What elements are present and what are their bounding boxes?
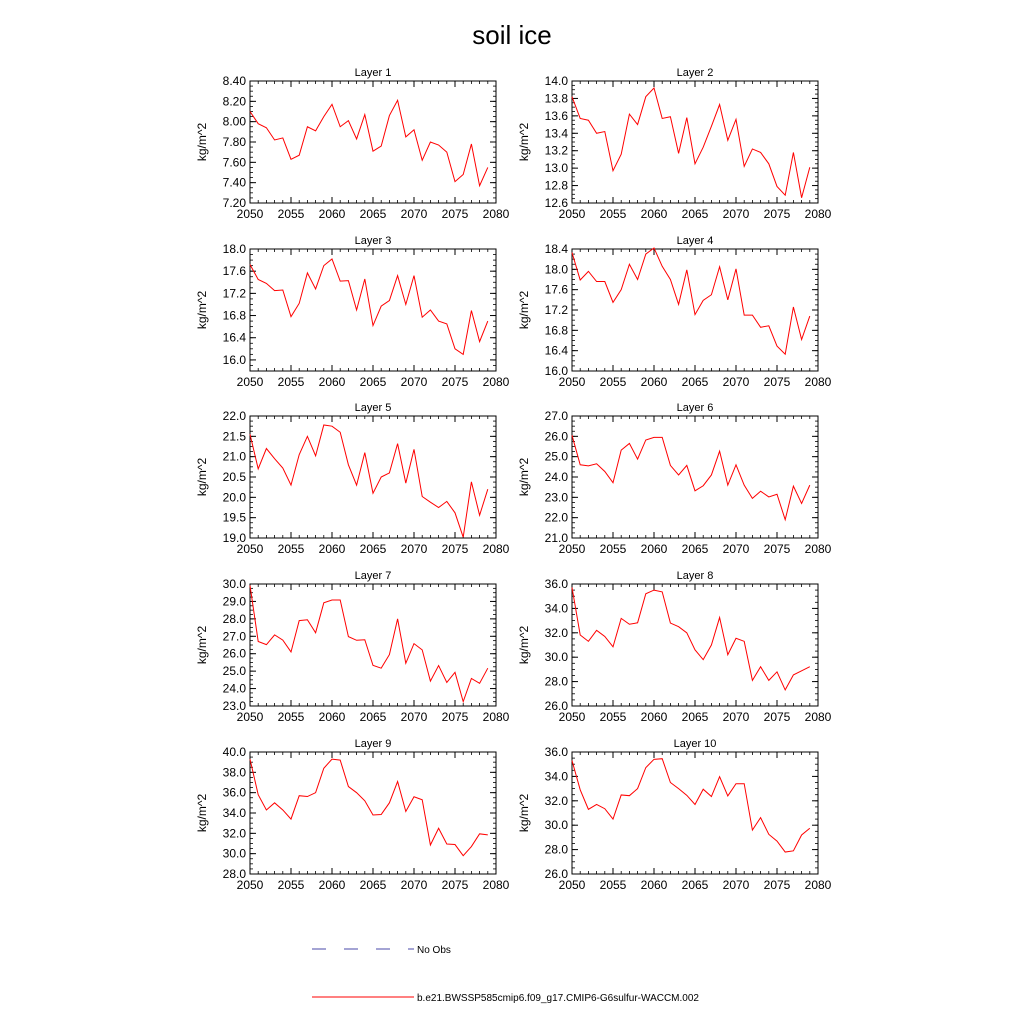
series-line xyxy=(250,259,488,354)
x-tick-label: 2075 xyxy=(441,542,469,556)
y-tick-label: 7.40 xyxy=(222,175,246,190)
plot-frame xyxy=(250,752,496,874)
y-tick-label: 30.0 xyxy=(222,577,246,591)
y-tick-label: 27.0 xyxy=(544,409,568,423)
y-tick-label: 13.6 xyxy=(544,108,568,123)
x-tick-label: 2080 xyxy=(482,878,510,892)
x-tick-label: 2075 xyxy=(763,375,791,389)
panel-title: Layer 3 xyxy=(354,235,392,247)
x-tick-label: 2065 xyxy=(359,207,387,221)
y-tick-label: 30.0 xyxy=(544,818,568,833)
series-line xyxy=(572,587,810,689)
panel-layer-5 xyxy=(195,402,510,556)
series-line xyxy=(572,435,810,519)
x-tick-label: 2055 xyxy=(277,375,305,389)
y-tick-label: 17.6 xyxy=(222,264,246,279)
y-tick-label: 19.5 xyxy=(222,510,246,525)
y-tick-label: 17.6 xyxy=(544,282,568,297)
x-tick-label: 2080 xyxy=(804,375,832,389)
y-tick-label: 26.0 xyxy=(544,429,568,444)
panel-layer-4 xyxy=(517,235,832,389)
x-tick-label: 2070 xyxy=(400,710,428,724)
y-tick-label: 36.0 xyxy=(544,745,568,759)
panel-layer-10 xyxy=(517,738,832,892)
series-line xyxy=(572,759,810,852)
x-tick-label: 2075 xyxy=(763,207,791,221)
x-tick-label: 2075 xyxy=(441,207,469,221)
x-tick-label: 2070 xyxy=(722,207,750,221)
y-axis-label: kg/m^2 xyxy=(517,290,531,330)
y-tick-label: 34.0 xyxy=(544,769,568,784)
x-tick-label: 2060 xyxy=(318,878,346,892)
panel-layer-1 xyxy=(195,67,510,221)
x-tick-label: 2065 xyxy=(681,878,709,892)
legend xyxy=(312,945,699,1004)
y-tick-label: 32.0 xyxy=(544,625,568,640)
panel-title: Layer 7 xyxy=(354,570,392,582)
y-tick-label: 26.0 xyxy=(222,646,246,661)
panel-title: Layer 1 xyxy=(354,67,392,79)
panel-title: Layer 2 xyxy=(676,67,714,79)
x-tick-label: 2055 xyxy=(599,207,627,221)
y-tick-label: 38.0 xyxy=(222,765,246,780)
y-tick-label: 24.0 xyxy=(544,470,568,484)
y-tick-label: 16.4 xyxy=(222,330,246,345)
y-tick-label: 34.0 xyxy=(544,601,568,616)
x-tick-label: 2075 xyxy=(441,375,469,389)
x-tick-label: 2055 xyxy=(599,542,627,556)
x-tick-label: 2080 xyxy=(482,375,510,389)
series-line xyxy=(250,425,488,537)
x-tick-label: 2065 xyxy=(359,375,387,389)
x-tick-label: 2050 xyxy=(558,207,586,221)
x-tick-label: 2075 xyxy=(763,878,791,892)
x-tick-label: 2055 xyxy=(277,542,305,556)
y-tick-label: 13.8 xyxy=(544,91,568,106)
y-tick-label: 21.0 xyxy=(222,449,246,464)
panel-layer-6 xyxy=(517,402,832,556)
x-tick-label: 2050 xyxy=(558,542,586,556)
y-tick-label: 12.6 xyxy=(544,196,568,210)
plot-frame xyxy=(572,81,818,203)
y-axis-label: kg/m^2 xyxy=(195,457,209,497)
panel-layer-7 xyxy=(195,570,510,724)
y-tick-label: 23.0 xyxy=(222,699,246,713)
panel-layer-2 xyxy=(517,67,832,221)
x-tick-label: 2055 xyxy=(599,878,627,892)
x-tick-label: 2080 xyxy=(482,542,510,556)
x-tick-label: 2050 xyxy=(236,878,264,892)
x-tick-label: 2080 xyxy=(804,542,832,556)
y-tick-label: 28.0 xyxy=(222,867,246,881)
legend-model-label: b.e21.BWSSP585cmip6.f09_g17.CMIP6-G6sulfur-WACCM.002 xyxy=(417,993,699,1004)
x-tick-label: 2080 xyxy=(804,207,832,221)
y-tick-label: 21.0 xyxy=(544,531,568,545)
x-tick-label: 2070 xyxy=(722,878,750,892)
x-tick-label: 2060 xyxy=(640,542,668,556)
x-tick-label: 2050 xyxy=(236,207,264,221)
y-tick-label: 22.0 xyxy=(544,510,568,525)
y-tick-label: 23.0 xyxy=(544,490,568,505)
panel-layer-8 xyxy=(517,570,832,724)
y-tick-label: 18.0 xyxy=(222,242,246,256)
series-line xyxy=(572,248,810,354)
y-tick-label: 16.8 xyxy=(222,308,246,323)
y-tick-label: 34.0 xyxy=(222,806,246,820)
x-tick-label: 2065 xyxy=(681,542,709,556)
x-tick-label: 2060 xyxy=(318,375,346,389)
x-tick-label: 2060 xyxy=(640,375,668,389)
y-tick-label: 24.0 xyxy=(222,681,246,696)
y-axis-label: kg/m^2 xyxy=(195,793,209,833)
y-tick-label: 18.0 xyxy=(544,262,568,277)
y-tick-label: 8.00 xyxy=(222,114,246,129)
x-tick-label: 2070 xyxy=(722,542,750,556)
y-tick-label: 32.0 xyxy=(544,793,568,808)
plot-frame xyxy=(572,249,818,371)
y-tick-label: 18.4 xyxy=(544,242,568,256)
x-tick-label: 2070 xyxy=(400,207,428,221)
y-tick-label: 16.0 xyxy=(544,364,568,378)
y-tick-label: 32.0 xyxy=(222,826,246,841)
x-tick-label: 2055 xyxy=(277,878,305,892)
y-tick-label: 12.8 xyxy=(544,178,568,193)
y-tick-label: 8.20 xyxy=(222,94,246,109)
panel-layer-3 xyxy=(195,235,510,389)
y-tick-label: 36.0 xyxy=(544,577,568,591)
x-tick-label: 2065 xyxy=(681,375,709,389)
y-tick-label: 28.0 xyxy=(222,611,246,626)
x-tick-label: 2050 xyxy=(558,375,586,389)
y-tick-label: 19.0 xyxy=(222,531,246,545)
y-tick-label: 14.0 xyxy=(544,74,568,88)
x-tick-label: 2050 xyxy=(236,542,264,556)
x-tick-label: 2060 xyxy=(318,542,346,556)
x-tick-label: 2055 xyxy=(277,710,305,724)
panel-title: Layer 5 xyxy=(354,402,392,414)
series-line xyxy=(250,100,488,185)
y-tick-label: 29.0 xyxy=(222,594,246,609)
y-tick-label: 8.40 xyxy=(222,74,246,88)
y-tick-label: 36.0 xyxy=(222,785,246,800)
y-tick-label: 20.5 xyxy=(222,470,246,484)
series-line xyxy=(250,759,488,856)
y-axis-label: kg/m^2 xyxy=(517,793,531,833)
panel-title: Layer 6 xyxy=(676,402,714,414)
x-tick-label: 2060 xyxy=(318,207,346,221)
y-tick-label: 25.0 xyxy=(544,449,568,464)
y-tick-label: 7.80 xyxy=(222,135,246,149)
plot-frame xyxy=(250,249,496,371)
y-tick-label: 26.0 xyxy=(544,699,568,713)
y-axis-label: kg/m^2 xyxy=(517,457,531,497)
panel-layer-9 xyxy=(195,738,510,892)
plot-frame xyxy=(572,584,818,706)
x-tick-label: 2050 xyxy=(236,710,264,724)
x-tick-label: 2065 xyxy=(359,542,387,556)
y-tick-label: 17.2 xyxy=(222,286,246,301)
x-tick-label: 2055 xyxy=(599,375,627,389)
y-axis-label: kg/m^2 xyxy=(517,625,531,665)
x-tick-label: 2060 xyxy=(640,207,668,221)
x-tick-label: 2060 xyxy=(318,710,346,724)
y-tick-label: 21.5 xyxy=(222,429,246,444)
y-tick-label: 16.4 xyxy=(544,343,568,358)
y-tick-label: 25.0 xyxy=(222,664,246,679)
y-tick-label: 30.0 xyxy=(222,846,246,861)
panel-title: Layer 10 xyxy=(673,738,717,750)
y-tick-label: 26.0 xyxy=(544,867,568,881)
x-tick-label: 2060 xyxy=(640,710,668,724)
y-tick-label: 27.0 xyxy=(222,629,246,644)
y-axis-label: kg/m^2 xyxy=(195,122,209,162)
plot-frame xyxy=(250,81,496,203)
x-tick-label: 2075 xyxy=(441,710,469,724)
legend-obs-label: No Obs xyxy=(417,945,451,956)
y-tick-label: 40.0 xyxy=(222,745,246,759)
y-axis-label: kg/m^2 xyxy=(195,625,209,665)
x-tick-label: 2075 xyxy=(763,710,791,724)
panel-title: Layer 8 xyxy=(676,570,714,582)
x-tick-label: 2065 xyxy=(681,207,709,221)
x-tick-label: 2065 xyxy=(359,878,387,892)
panel-title: Layer 4 xyxy=(676,235,714,247)
y-axis-label: kg/m^2 xyxy=(517,122,531,162)
x-tick-label: 2065 xyxy=(681,710,709,724)
y-tick-label: 20.0 xyxy=(222,490,246,505)
series-line xyxy=(250,585,488,701)
y-tick-label: 28.0 xyxy=(544,842,568,857)
x-tick-label: 2075 xyxy=(763,542,791,556)
y-tick-label: 16.0 xyxy=(222,352,246,367)
y-tick-label: 13.0 xyxy=(544,161,568,176)
x-tick-label: 2055 xyxy=(599,710,627,724)
panels xyxy=(195,67,832,892)
x-tick-label: 2070 xyxy=(722,375,750,389)
x-tick-label: 2080 xyxy=(482,207,510,221)
y-tick-label: 22.0 xyxy=(222,409,246,423)
x-tick-label: 2055 xyxy=(277,207,305,221)
y-axis-label: kg/m^2 xyxy=(195,290,209,330)
y-tick-label: 17.2 xyxy=(544,303,568,317)
y-tick-label: 28.0 xyxy=(544,674,568,689)
x-tick-label: 2075 xyxy=(441,878,469,892)
plot-frame xyxy=(572,752,818,874)
x-tick-label: 2060 xyxy=(640,878,668,892)
x-tick-label: 2080 xyxy=(804,710,832,724)
x-tick-label: 2070 xyxy=(400,878,428,892)
x-tick-label: 2070 xyxy=(400,542,428,556)
figure-title: soil ice xyxy=(472,20,552,50)
y-tick-label: 7.20 xyxy=(222,196,246,210)
panel-title: Layer 9 xyxy=(354,738,392,750)
x-tick-label: 2065 xyxy=(359,710,387,724)
y-tick-label: 13.2 xyxy=(544,143,568,158)
y-tick-label: 16.8 xyxy=(544,323,568,338)
y-tick-label: 7.60 xyxy=(222,155,246,170)
x-tick-label: 2070 xyxy=(400,375,428,389)
series-line xyxy=(572,88,810,198)
x-tick-label: 2050 xyxy=(558,878,586,892)
x-tick-label: 2080 xyxy=(804,878,832,892)
x-tick-label: 2080 xyxy=(482,710,510,724)
x-tick-label: 2050 xyxy=(558,710,586,724)
x-tick-label: 2070 xyxy=(722,710,750,724)
y-tick-label: 13.4 xyxy=(544,126,568,141)
x-tick-label: 2050 xyxy=(236,375,264,389)
y-tick-label: 30.0 xyxy=(544,650,568,665)
